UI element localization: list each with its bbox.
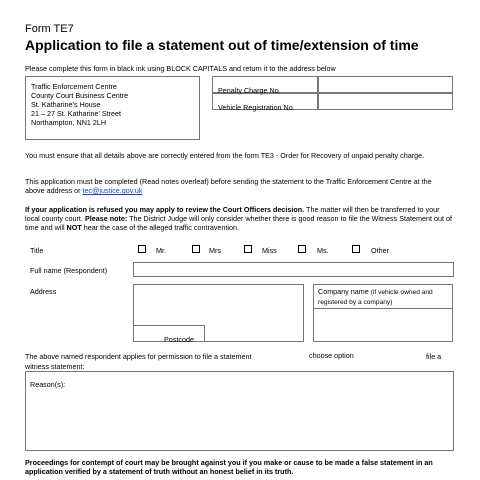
email-link[interactable]: tec@justice.gov.uk [82, 186, 143, 195]
application-text: The above named respondent applies for permission to file a statement [25, 352, 252, 361]
address-line: St. Katharine’s House [31, 100, 101, 109]
company-name-label: Company name [318, 287, 369, 296]
title-other-checkbox[interactable] [352, 245, 360, 253]
penalty-charge-input[interactable] [318, 76, 453, 93]
company-name-cell [313, 284, 453, 342]
refused-bold-text: If your application is refused you may apply to review the Court Officers decision. [25, 205, 305, 214]
full-name-input[interactable] [133, 262, 454, 277]
title-mr-label: Mr. [156, 246, 166, 255]
company-name-heading [318, 287, 448, 307]
form-code: Form TE7 [25, 23, 74, 35]
address-line: Traffic Enforcement Centre [31, 82, 117, 91]
penalty-charge-label-cell [212, 76, 318, 93]
refused-text-3: hear the case of the alleged traffic contravention. [81, 223, 240, 232]
title-miss-checkbox[interactable] [244, 245, 252, 253]
title-mr-checkbox[interactable] [138, 245, 146, 253]
not-text: NOT [66, 223, 82, 232]
vehicle-registration-label-cell [212, 93, 318, 110]
title-mrs-checkbox[interactable] [192, 245, 200, 253]
application-text-line2: witness statement: [25, 362, 85, 371]
instruction-text: Please complete this form in black ink using BLOCK CAPITALS and return it to the address below [25, 64, 336, 73]
vehicle-registration-input[interactable] [318, 93, 453, 110]
contempt-warning: Proceedings for contempt of court may be brought against you if you make or cause to be made a false statement in an application verified by a statement of truth without an honest belief in its truth. [25, 458, 433, 476]
address-block [25, 76, 200, 140]
title-ms-checkbox[interactable] [298, 245, 306, 253]
completion-note [25, 177, 445, 195]
postcode-label: Postcode [164, 335, 194, 344]
address-label: Address [30, 287, 57, 296]
refused-note [25, 205, 455, 232]
address-line: Northampton, NN1 2LH [31, 118, 107, 127]
reasons-label: Reason(s): [30, 380, 66, 389]
company-name-hint: (if vehicle owned and registered by a company) [318, 289, 433, 306]
full-name-label: Full name (Respondent) [30, 266, 108, 275]
title-label: Title [30, 246, 44, 255]
address-line: County Court Business Centre [31, 91, 129, 100]
refused-text-1: The matter will then be transferred to your local county court. [25, 205, 440, 223]
postcode-input[interactable] [206, 326, 303, 341]
postcode-label-cell [133, 325, 205, 342]
reasons-input[interactable] [25, 371, 454, 451]
title-ms-label: Ms. [317, 246, 329, 255]
penalty-charge-label: Penalty Charge No. [218, 86, 281, 95]
refused-text-2: The District Judge will only consider whether there is good reason to file the Witness Statement out of time and will [25, 214, 452, 232]
title-mrs-label: Mrs [209, 246, 221, 255]
please-note-text: Please note: [84, 214, 128, 223]
company-name-input[interactable] [314, 309, 452, 341]
ensure-details-note: You must ensure that all details above are correctly entered from the form TE3 - Order for Recovery of unpaid penalty charge. [25, 151, 425, 160]
page-title: Application to file a statement out of time/extension of time [25, 37, 419, 53]
application-option-select[interactable]: choose option [309, 351, 354, 360]
address-line: 21 – 27 St. Katharine’ Street [31, 109, 122, 118]
title-miss-label: Miss [262, 246, 277, 255]
title-other-label: Other [371, 246, 389, 255]
application-text-after: file a [426, 352, 442, 361]
vehicle-registration-label: Vehicle Registration No. [218, 103, 295, 112]
completion-note-text: This application must be completed (Read notes overleaf) before sending the statement to the Traffic Enforcement Centre at the above address or [25, 177, 432, 195]
